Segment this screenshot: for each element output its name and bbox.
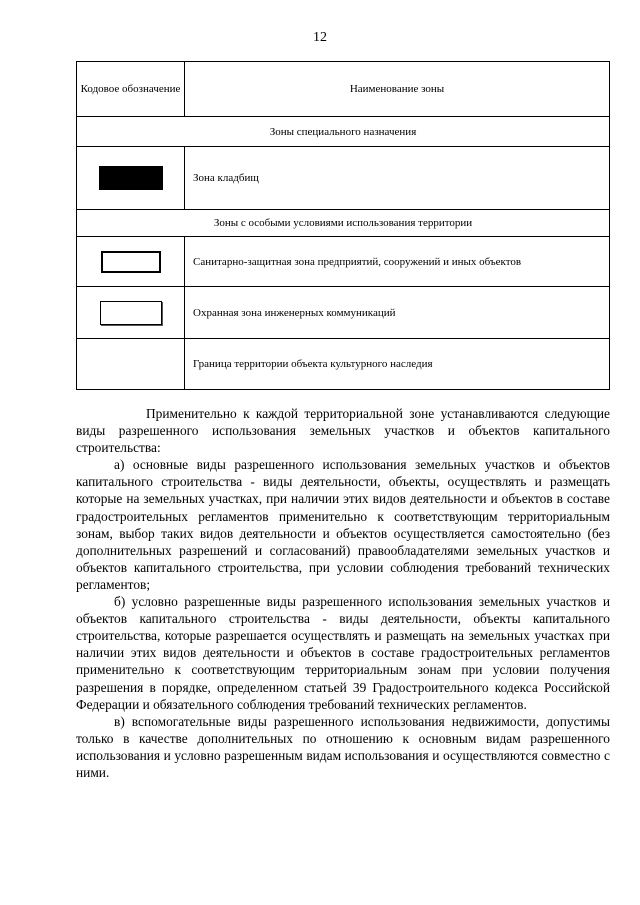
paragraph-intro: Применительно к каждой территориальной зоне устанавливаются следующие виды разрешенного использования земельных участков и объектов капитального строительства: xyxy=(76,406,610,456)
table-header-row xyxy=(77,62,610,117)
body-text xyxy=(76,405,610,781)
symbol-cell xyxy=(77,147,185,210)
sanitary-zone-symbol xyxy=(101,251,161,273)
symbol-cell xyxy=(77,287,185,339)
symbol-cell xyxy=(77,237,185,287)
table-row xyxy=(77,237,610,287)
page-number: 12 xyxy=(313,30,327,45)
table-row xyxy=(77,147,610,210)
zone-name-cemetery: Зона кладбищ xyxy=(185,147,610,210)
symbol-cell-empty xyxy=(77,339,185,390)
paragraph-b: б) условно разрешенные виды разрешенного использования земельных участков и объектов капитального строительства - виды деятельности, объекты капитального строительства, которые разрешается осуществлять и размещать на земельных участках при наличии этих видов деятельности и объектов в составе градостроительных регламентов применительно к соответствующим территориальным зонам при условии получения разрешения в порядке, определенном статьей 39 Градостроительного кодекса Российской Федерации и обязательного соблюдения требований технических регламентов. xyxy=(76,594,610,712)
section-title-special-conditions: Зоны с особыми условиями использования территории xyxy=(77,210,610,237)
cemetery-zone-symbol xyxy=(99,166,163,190)
section-row xyxy=(77,117,610,147)
paragraph-c: в) вспомогательные виды разрешенного использования недвижимости, допустимы только в качестве дополнительных по отношению к основным видам разрешенного использования и условно разрешенным видам использования и осуществляются совместно с ними. xyxy=(76,713,610,780)
zone-legend-table xyxy=(76,61,610,390)
section-row xyxy=(77,210,610,237)
section-title-special: Зоны специального назначения xyxy=(77,117,610,147)
header-name: Наименование зоны xyxy=(185,62,610,117)
header-code: Кодовое обозначение xyxy=(77,62,185,117)
zone-name-sanitary: Санитарно-защитная зона предприятий, сооружений и иных объектов xyxy=(185,237,610,287)
zone-name-engineering: Охранная зона инженерных коммуникаций xyxy=(185,287,610,339)
paragraph-a: а) основные виды разрешенного использования земельных участков и объектов капитального строительства - виды деятельности, объекты, осуществлять и размещать которые на земельных участках, при наличии этих видов деятельности и объектов в составе градостроительных регламентов применительно к соответствующим территориальным зонам, выбор таких видов деятельности и объектов осуществляется самостоятельно (без дополнительных разрешений и согласований) правообладателями земельных участков и объектов капитального строительства, при условии соблюдения требований технических регламентов; xyxy=(76,457,610,592)
table-row xyxy=(77,287,610,339)
table-row xyxy=(77,339,610,390)
zone-name-heritage: Граница территории объекта культурного наследия xyxy=(185,339,610,390)
engineering-zone-symbol xyxy=(100,301,162,325)
